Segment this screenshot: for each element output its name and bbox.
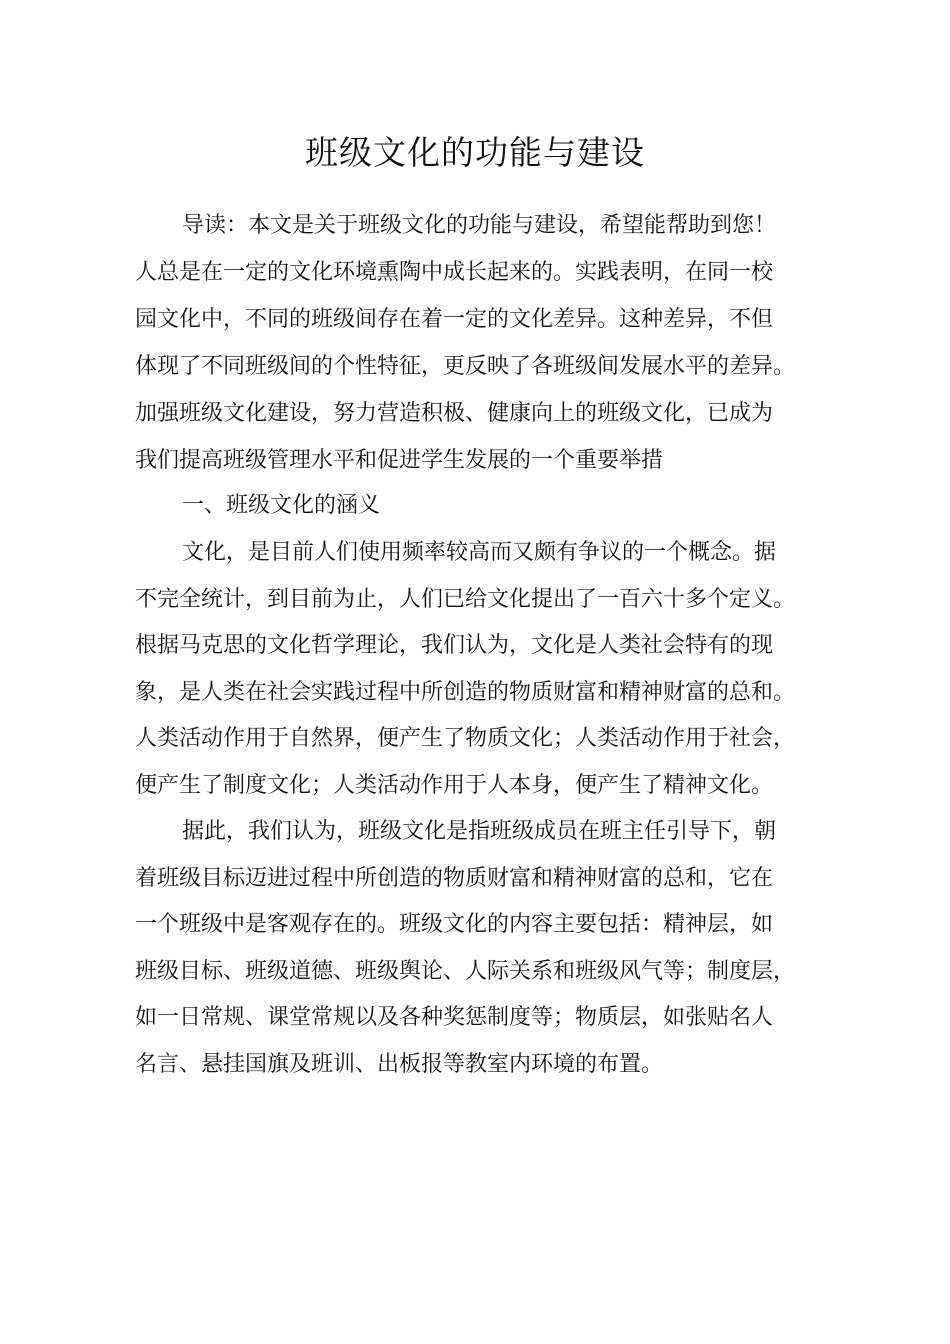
paragraph-line: 人类活动作用于自然界，便产生了物质文化；人类活动作用于社会，: [135, 726, 796, 751]
paragraph-line: 如一日常规、课堂常规以及各种奖惩制度等；物质层，如张贴名人: [135, 1005, 774, 1030]
document-title: 班级文化的功能与建设: [305, 133, 645, 172]
paragraph-line: 园文化中，不同的班级间存在着一定的文化差异。这种差异，不但: [135, 307, 774, 332]
paragraph-line: 象，是人类在社会实践过程中所创造的物质财富和精神财富的总和。: [135, 680, 796, 705]
paragraph-line: 不完全统计，到目前为止，人们已给文化提出了一百六十多个定义。: [135, 587, 796, 612]
intro-line: 导读：本文是关于班级文化的功能与建设，希望能帮助到您！: [182, 213, 777, 238]
paragraph-line: 加强班级文化建设，努力营造积极、健康向上的班级文化，已成为: [135, 401, 774, 426]
paragraph-line: 便产生了制度文化；人类活动作用于人本身，便产生了精神文化。: [135, 773, 774, 798]
paragraph-line: 一个班级中是客观存在的。班级文化的内容主要包括：精神层，如: [135, 912, 774, 937]
paragraph-line: 我们提高班级管理水平和促进学生发展的一个重要举措: [135, 448, 664, 473]
paragraph-line: 文化，是目前人们使用频率较高而又颇有争议的一个概念。据: [182, 540, 777, 565]
paragraph-line: 着班级目标迈进过程中所创造的物质财富和精神财富的总和，它在: [135, 866, 774, 891]
paragraph-line: 体现了不同班级间的个性特征，更反映了各班级间发展水平的差异。: [135, 354, 796, 379]
paragraph-line: 名言、悬挂国旗及班训、出板报等教室内环境的布置。: [135, 1052, 664, 1077]
paragraph-line: 根据马克思的文化哲学理论，我们认为，文化是人类社会特有的现: [135, 633, 774, 658]
paragraph-line: 据此，我们认为，班级文化是指班级成员在班主任引导下，朝: [182, 819, 777, 844]
section-heading: 一、班级文化的涵义: [182, 493, 381, 518]
paragraph-line: 人总是在一定的文化环境熏陶中成长起来的。实践表明，在同一校: [135, 260, 774, 285]
paragraph-line: 班级目标、班级道德、班级舆论、人际关系和班级风气等；制度层，: [135, 959, 796, 984]
